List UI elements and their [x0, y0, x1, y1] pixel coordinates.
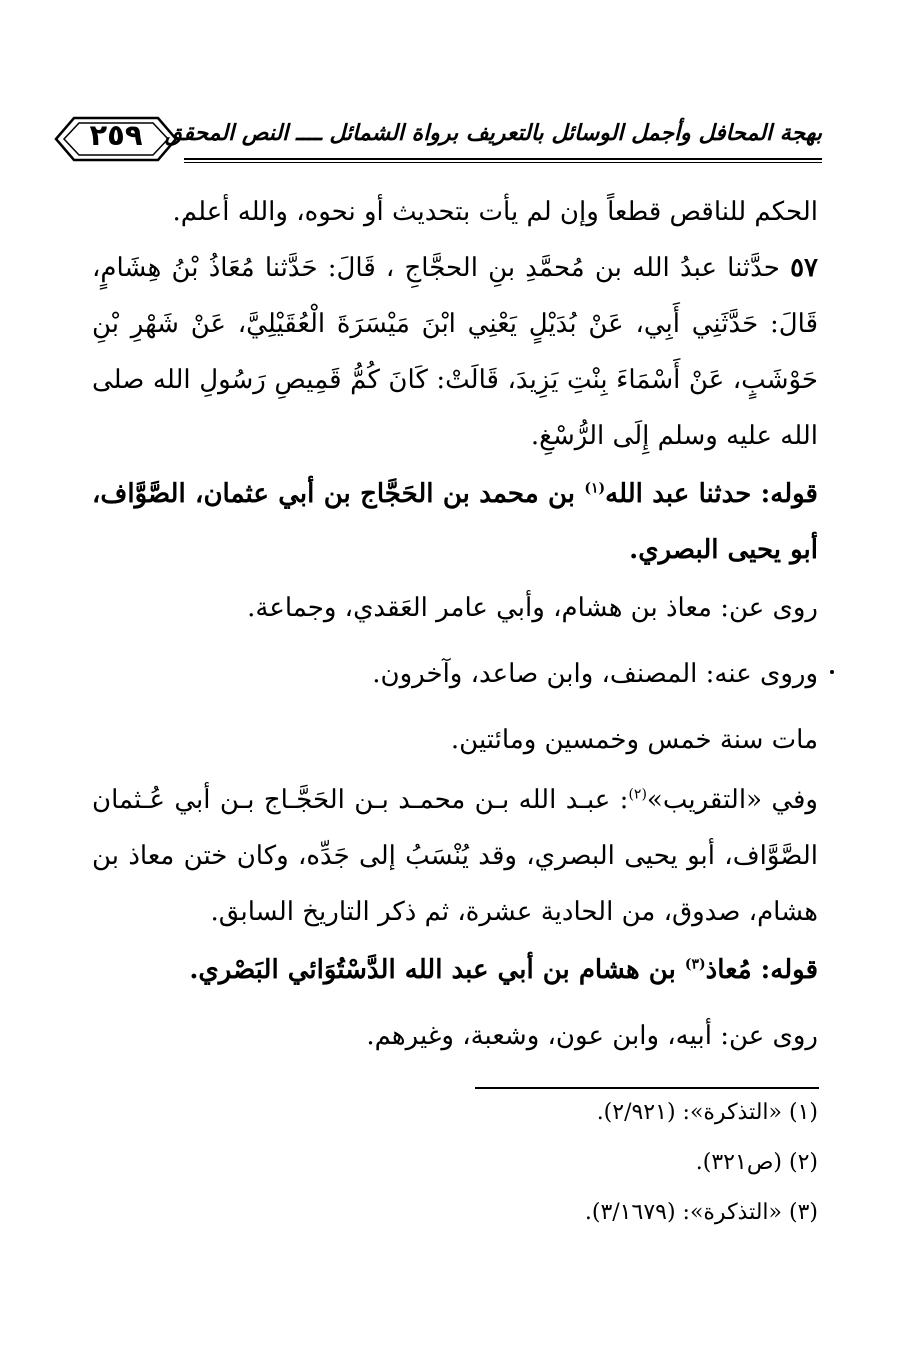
footnote-3: (٣) «التذكرة»: (٣/١٦٧٩).: [584, 1200, 818, 1225]
header-rule-thin: [184, 162, 822, 163]
narrated-by-1: وروى عنه: المصنف، وابن صاعد، وآخرون.: [372, 659, 818, 689]
speck-mark: [830, 670, 834, 674]
taqrib-text: : عبـد الله بـن محمـد بـن الحَجَّـاج بـن أبي عُـثمان الصَّوَّاف، أبو يحيى البصري، وقد يُنْسَبُ إلى جَدِّه، وكان ختن معاذ بن هشام، صدوق، من الحادية عشرة، ثم ذكر التاريخ السابق.: [92, 785, 818, 927]
header-rule: [184, 158, 822, 160]
taqrib-paragraph: [92, 772, 818, 940]
footnote-ref-3: (٣): [684, 956, 706, 973]
narrator-heading-1-rest: بن محمد بن الحَجَّاج بن أبي عثمان، الصَّوَّاف، أبو يحيى البصري.: [92, 479, 818, 565]
narrator-heading-2-lead: قوله: مُعاذ: [705, 955, 818, 985]
page-number: ٢٥٩: [89, 118, 143, 152]
footnote-separator: [475, 1087, 819, 1089]
narrator-heading-1-lead: قوله: حدثنا عبد الله: [605, 479, 818, 509]
page-number-badge: [52, 112, 180, 166]
death-date: مات سنة خمس وخمسين ومائتين.: [450, 725, 818, 755]
narrator-heading-2: [92, 942, 818, 998]
footnote-2: (٢) (ص٣٢١).: [695, 1150, 818, 1175]
paragraph-continuation: الحكم للناقص قطعاً وإن لم يأت بتحديث أو نحوه، والله أعلم.: [172, 197, 818, 227]
narrator-heading-1: [92, 466, 818, 578]
taqrib-lead: وفي «التقريب»: [646, 785, 818, 815]
footnote-ref-1: (١): [584, 480, 606, 497]
footnote-ref-2: (٢): [628, 786, 647, 803]
narrator-heading-2-rest: بن هشام بن أبي عبد الله الدَّسْتُوَائي البَصْري.: [189, 955, 685, 985]
narrated-from-2: روى عن: أبيه، وابن عون، وشعبة، وغيرهم.: [366, 1021, 818, 1051]
hadith-paragraph: [92, 240, 818, 464]
page-header: [52, 112, 822, 176]
running-title: بهجة المحافل وأجمل الوسائل بالتعريف برواة الشمائل ــــ النص المحقق: [164, 120, 822, 146]
footnote-1: (١) «التذكرة»: (٢/٩٢١).: [596, 1100, 818, 1125]
hadith-text: حدَّثنا عبدُ الله بن مُحمَّدِ بنِ الحجَّاجِ ، قَالَ: حَدَّثنا مُعَاذُ بْنُ هِشَامٍ، قَالَ: حَدَّثَنِي أَبِي، عَنْ بُدَيْلٍ يَعْنِي ابْنَ مَيْسَرَةَ الْعُقَيْلِيَّ، عَنْ شَهْرِ بْنِ حَوْشَبٍ، عَنْ أَسْمَاءَ بِنْتِ يَزِيدَ، قَالَتْ: كَانَ كُمُّ قَمِيصِ رَسُولِ الله صلى الله عليه وسلم إِلَى الرُّسْغِ.: [92, 253, 818, 451]
narrated-from-1: روى عن: معاذ بن هشام، وأبي عامر العَقدي، وجماعة.: [247, 593, 818, 623]
hadith-number: ٥٧: [790, 253, 818, 283]
